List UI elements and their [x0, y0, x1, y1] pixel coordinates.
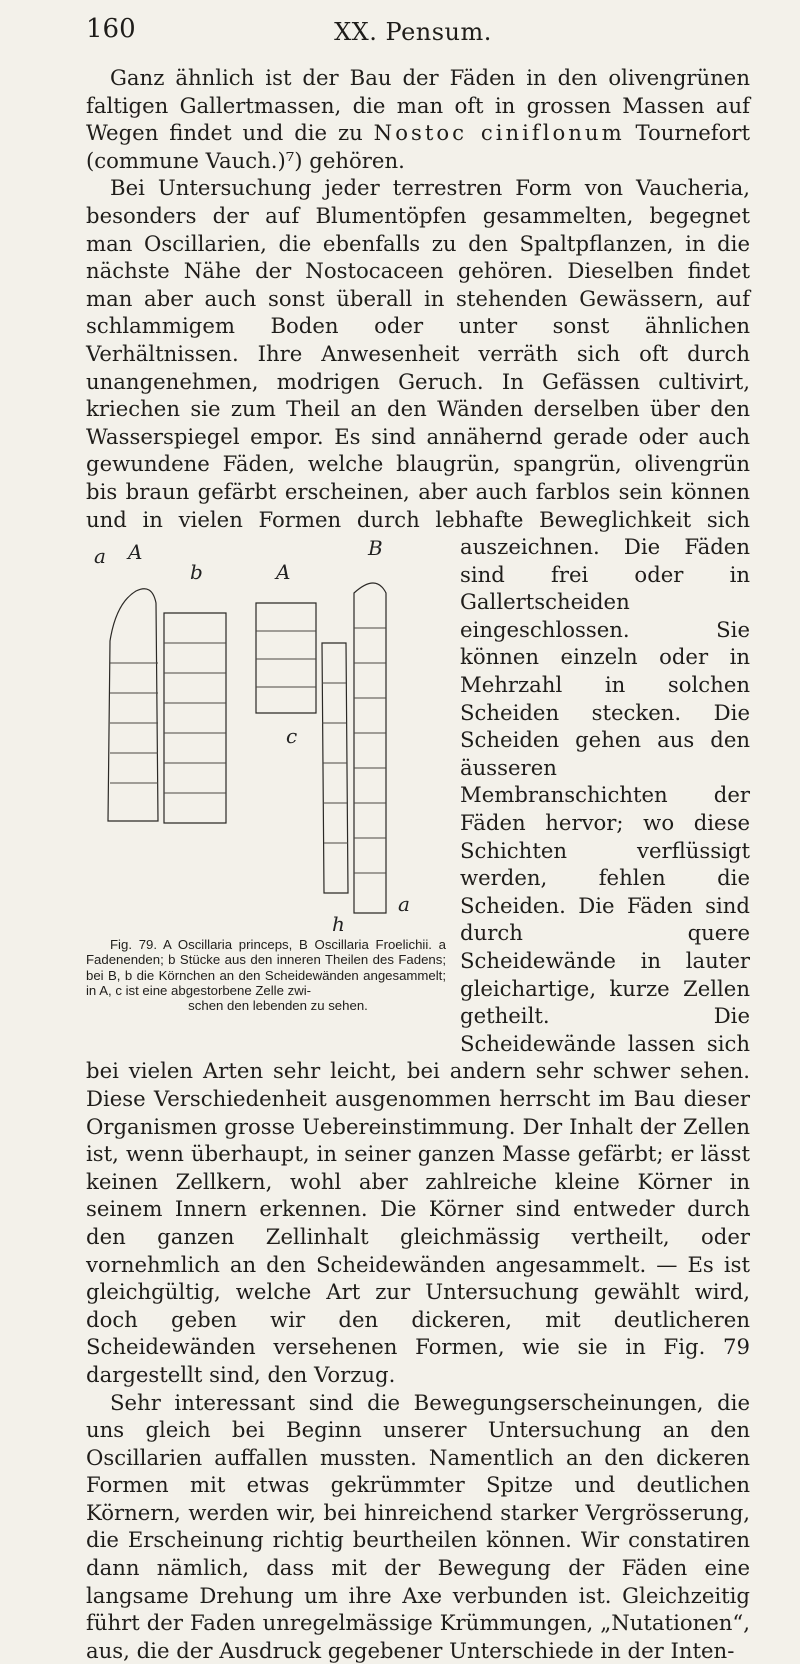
- paragraph-movement: Sehr interessant sind die Bewegungserscheinungen, die uns gleich bei Beginn unserer Untersuchung an den Oscillarien auffallen mussten. Namentlich an den dickeren Formen mit etwas gekrümmter Spitze und deutlichen Körnern, werden wir, bei hinreichend starker Vergrösserung, die Erscheinung richtig beurtheilen können. Wir constatiren dann nämlich, dass mit der Bewegung der Fäden eine langsame Drehung um ihre Axe verbunden ist. Gleichzeitig führt der Faden unregelmässige Krümmungen, „Nutationen“, aus, die der Ausdruck gegebener Unterschiede in der Inten-: [86, 1389, 750, 1664]
- oscillaria-illustration: [86, 533, 446, 935]
- label-a-top: a: [94, 544, 106, 568]
- filament-b: [164, 613, 226, 823]
- paragraph-nostoc-start: Ganz ähnlich ist der Bau der Fäden in den olivengrünen faltigen Gallertmassen, die man oft in grossen Massen auf Wegen findet und die zu: [86, 65, 750, 145]
- paragraph-nostoc: [86, 64, 750, 174]
- label-B: B: [367, 536, 383, 560]
- filament-c: [322, 643, 348, 893]
- filament-b-right: [354, 583, 386, 913]
- figure-caption-main: Fig. 79. A Oscillaria princeps, B Oscillaria Froelichii. a Fadenenden; b Stücke aus den inneren Theilen des Fadens; bei B, b die Körnchen an den Scheidewänden angesammelt; in A, c ist eine abgestorbene Zelle zwi-: [86, 937, 446, 998]
- body-text: [86, 64, 750, 1664]
- paragraph-oscillaria-wrap: Die Fäden sind frei oder in Gallertscheiden eingeschlossen. Sie können einzeln oder in Mehrzahl in solchen Scheiden stecken. Die Scheiden gehen aus den äusseren Membranschichten der Fäden hervor; wo diese Schichten verflüssigt werden, fehlen die Scheiden. Die Fäden sind durch quere Scheidewände in lauter gleichartige, kurze Zellen getheilt. Die Scheidewände lassen sich bei vielen Arten sehr leicht, bei andern sehr schwer sehen. Diese Verschiedenheit ausgenommen herrscht im Bau dieser Organismen grosse Uebereinstimmung. Der Inhalt der Zellen ist, wenn überhaupt, in seiner ganzen Masse gefärbt; er lässt keinen Zellkern, wohl aber zahlreiche kleine Körner in seinem Innern erkennen. Die Körner sind entweder durch den ganzen Zellinhalt gleichmässig vertheilt, oder vornehmlich an den Scheidewänden angesammelt. — Es ist gleichgültig, welche Art zur Untersuchung gewählt wird, doch geben wir den dickeren, mit deutlicheren Scheidewänden versehenen Formen, wie sie in Fig. 79 dargestellt sind, den Vorzug.: [86, 534, 750, 1387]
- page-number: 160: [86, 14, 136, 44]
- label-b: b: [190, 560, 203, 584]
- label-h: h: [332, 912, 345, 935]
- page-header: [86, 14, 740, 48]
- paragraph-oscillaria-top: Bei Untersuchung jeder terrestren Form von Vaucheria, besonders der auf Blumentöpfen gesammelten, begegnet man Oscillarien, die ebenfalls zu den Spaltpflanzen, in die nächste Nähe der Nostocaceen gehören. Dieselben findet man aber auch sonst überall in stehenden Gewässern, auf schlammigem Boden oder unter sonst ähnlichen Verhältnissen. Ihre Anwesenheit verräth sich oft durch unangenehmen, modrigen Geruch. In Gefässen cultivirt, kriechen sie zum Theil an den Wänden derselben über den Wasserspiegel empor. Es sind annähernd gerade oder auch gewundene Fäden, welche blaugrün, spangrün, olivengrün bis braun gefärbt erscheinen, aber auch farblos sein können und in vielen Formen durch lebhafte Beweglichkeit sich auszeichnen.: [86, 175, 750, 559]
- figure-79: [86, 533, 446, 1051]
- label-a-bottom: a: [398, 892, 410, 916]
- figure-caption-end: schen den lebenden zu sehen.: [86, 998, 446, 1013]
- filament-a-mid: [256, 603, 316, 713]
- label-c: c: [286, 724, 297, 748]
- figure-caption: [86, 937, 446, 1013]
- species-name: Nostoc ciniflonum: [374, 120, 625, 145]
- running-title: XX. Pensum.: [86, 18, 740, 46]
- paragraph-oscillaria: [86, 174, 750, 1388]
- paragraph-nostoc-end: Tournefort (commune Vauch.)⁷) gehören.: [86, 120, 750, 173]
- filament-a-left: [108, 589, 158, 821]
- label-A-left: A: [126, 540, 142, 564]
- label-A-mid: A: [274, 560, 290, 584]
